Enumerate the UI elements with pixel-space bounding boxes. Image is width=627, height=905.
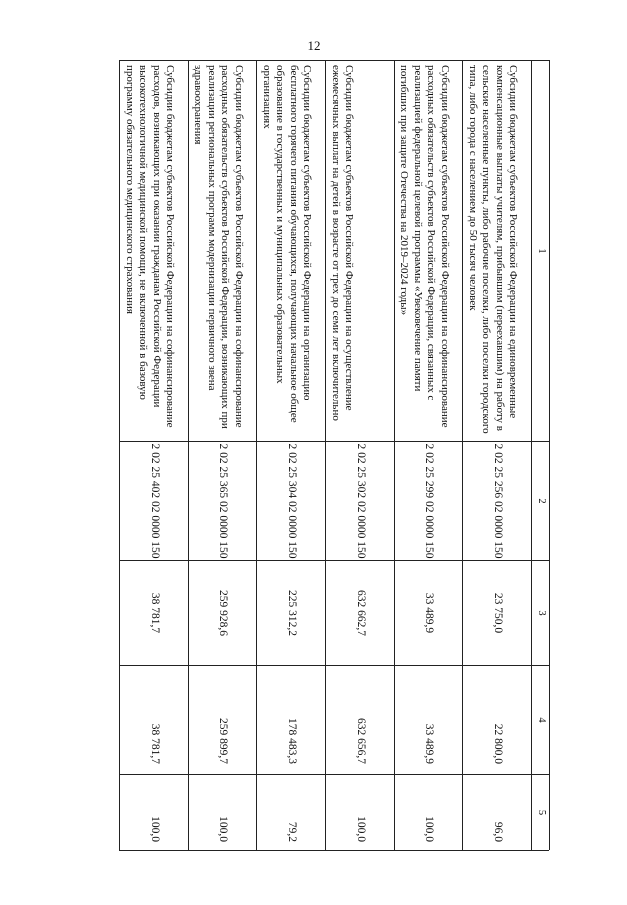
row-5-col3: 259 928,6 — [188, 561, 257, 666]
row-5-description: Субсидии бюджетам субъектов Российской Федерации на софинансирование расходных обязательств субъектов Российской Федерации, возникающих при реализации региональных программ модернизации первичного звена здравоохранения — [188, 61, 257, 442]
row-2-code: 2 02 25 299 02 0000 150 — [394, 442, 463, 561]
row-6-col5: 100,0 — [119, 775, 188, 851]
row-2-col5: 100,0 — [394, 775, 463, 851]
row-3-code: 2 02 25 302 02 0000 150 — [325, 442, 394, 561]
row-6-col4: 38 781,7 — [119, 666, 188, 775]
row-3-col4: 632 656,7 — [325, 666, 394, 775]
row-5-col4: 259 899,7 — [188, 666, 257, 775]
row-2-col4: 33 489,9 — [394, 666, 463, 775]
row-4-col5: 79,2 — [256, 775, 325, 851]
row-1-col4: 22 800,0 — [462, 666, 531, 775]
header-col-2: 2 — [531, 442, 549, 561]
row-2-description: Субсидии бюджетам субъектов Российской Федерации на софинансирование расходных обязательств субъектов Российской Федерации, связанных с реализацией федеральной целевой программы «Увековечение памяти погибших при защите Отечества на 2019–2024 годы» — [394, 61, 463, 442]
row-4-col3: 225 312,2 — [256, 561, 325, 666]
row-6-code: 2 02 25 402 02 0000 150 — [119, 442, 188, 561]
row-2-col3: 33 489,9 — [394, 561, 463, 666]
row-3-description: Субсидии бюджетам субъектов Российской Федерации на осуществление ежемесячных выплат на детей в возрасте от трех до семи лет включительно — [325, 61, 394, 442]
row-4-description: Субсидии бюджетам субъектов Российской Федерации на организацию бесплатного горячего питания обучающихся, получающих начальное общее образование в государственных и муниципальных образовательных организациях — [256, 61, 325, 442]
header-col-5: 5 — [531, 775, 549, 851]
page-number: 12 — [307, 38, 321, 53]
row-6-description: Субсидии бюджетам субъектов Российской Федерации на софинансирование расходов, возникающих при оказании гражданам Российской Федерации высокотехнологичной медицинской помощи, не включенной в базовую программу обязательного медицинского страхования — [119, 61, 188, 442]
row-6-col3: 38 781,7 — [119, 561, 188, 666]
row-4-col4: 178 483,3 — [256, 666, 325, 775]
row-1-description: Субсидии бюджетам субъектов Российской Федерации на единовременные компенсационные выплаты учителям, прибывшим (переехавшим) на работу в сельские населенные пункты, либо рабочие поселки, либо поселки городского типа, либо города с населением до 50 тысяч человек — [462, 61, 531, 442]
row-4-code: 2 02 25 304 02 0000 150 — [256, 442, 325, 561]
rotated-table-wrapper — [119, 60, 550, 850]
row-1-col3: 23 750,0 — [462, 561, 531, 666]
row-1-code: 2 02 25 256 02 0000 150 — [462, 442, 531, 561]
header-col-3: 3 — [531, 561, 549, 666]
row-3-col5: 100,0 — [325, 775, 394, 851]
row-1-col5: 96,0 — [462, 775, 531, 851]
header-col-1: 1 — [531, 61, 549, 442]
row-3-col3: 632 662,7 — [325, 561, 394, 666]
row-5-code: 2 02 25 365 02 0000 150 — [188, 442, 257, 561]
budget-table — [119, 60, 550, 850]
row-5-col5: 100,0 — [188, 775, 257, 851]
header-col-4: 4 — [531, 666, 549, 775]
